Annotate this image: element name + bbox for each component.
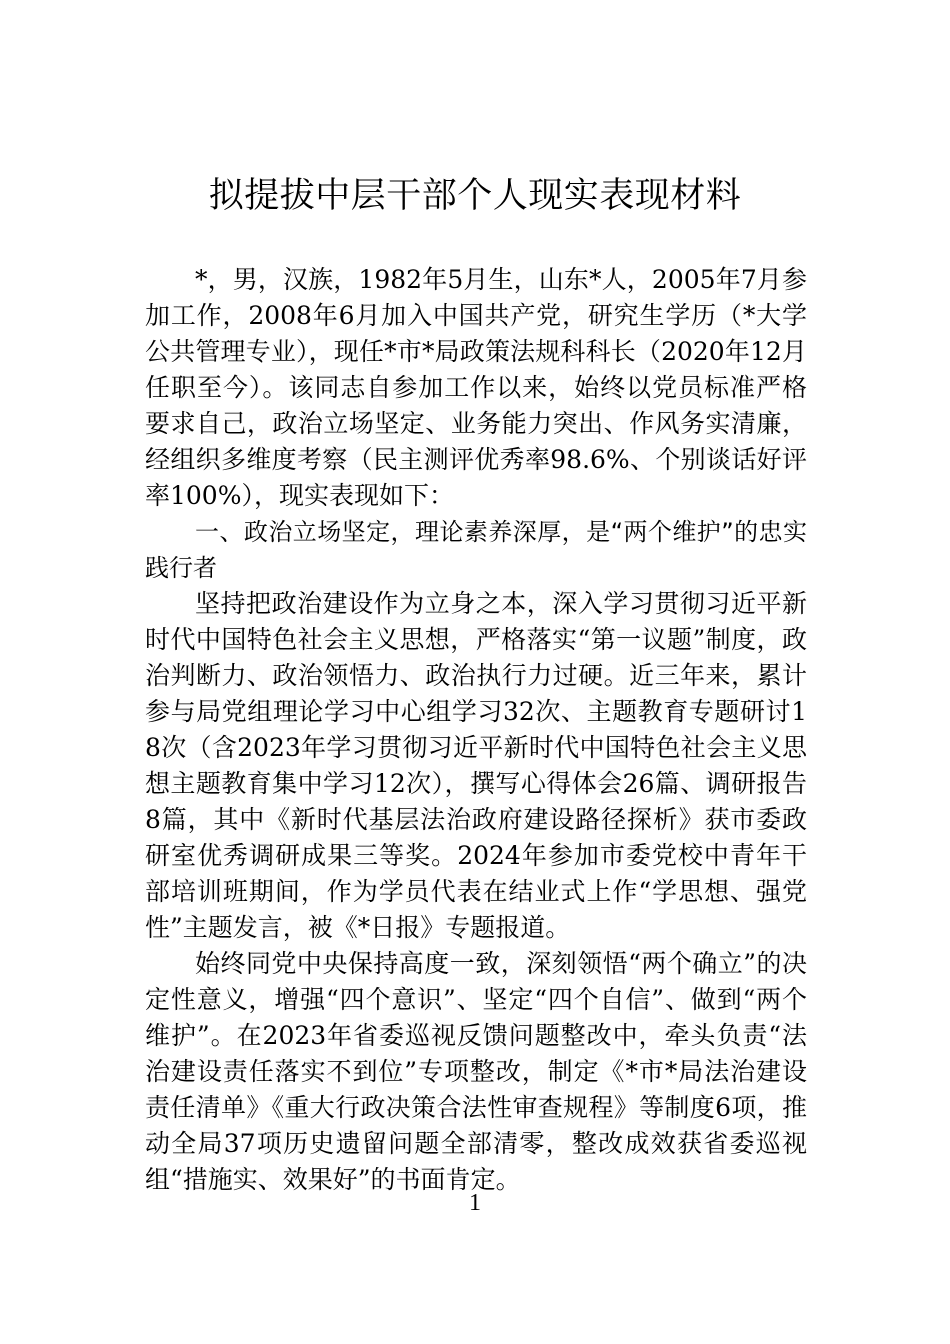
intro-paragraph: *，男，汉族，1982年5月生，山东*人，2005年7月参加工作，2008年6月加入中国共产党，研究生学历（*大学公共管理专业），现任*市*局政策法规科科长（2020年12月任职至今）。该同志自参加工作以来，始终以党员标准严格要求自己，政治立场坚定、业务能力突出、作风务实清廉，经组织多维度考察（民主测评优秀率98.6%、个别谈话好评率100%），现实表现如下： — [145, 265, 807, 510]
body-paragraph-1: 坚持把政治建设作为立身之本，深入学习贯彻习近平新时代中国特色社会主义思想，严格落实“第一议题”制度，政治判断力、政治领悟力、政治执行力过硬。近三年来，累计参与局党组理论学习中心组学习32次、主题教育专题研讨18次（含2023年学习贯彻习近平新时代中国特色社会主义思想主题教育集中学习12次），撰写心得体会26篇、调研报告8篇，其中《新时代基层法治政府建设路径探析》获市委政研室优秀调研成果三等奖。2024年参加市委党校中青年干部培训班期间，作为学员代表在结业式上作“学思想、强党性”主题发言，被《*日报》专题报道。 — [145, 589, 807, 942]
section-heading-1: 一、政治立场坚定，理论素养深厚，是“两个维护”的忠实践行者 — [145, 518, 807, 582]
page-number: 1 — [469, 1190, 481, 1216]
document-body — [145, 262, 807, 1198]
document-title: 拟提拔中层干部个人现实表现材料 — [208, 176, 742, 216]
body-paragraph-2: 始终同党中央保持高度一致，深刻领悟“两个确立”的决定性意义，增强“四个意识”、坚定“四个自信”、做到“两个维护”。在2023年省委巡视反馈问题整改中，牵头负责“法治建设责任落实不到位”专项整改，制定《*市*局法治建设责任清单》《重大行政决策合法性审查规程》等制度6项，推动全局37项历史遗留问题全部清零，整改成效获省委巡视组“措施实、效果好”的书面肯定。 — [145, 949, 807, 1194]
